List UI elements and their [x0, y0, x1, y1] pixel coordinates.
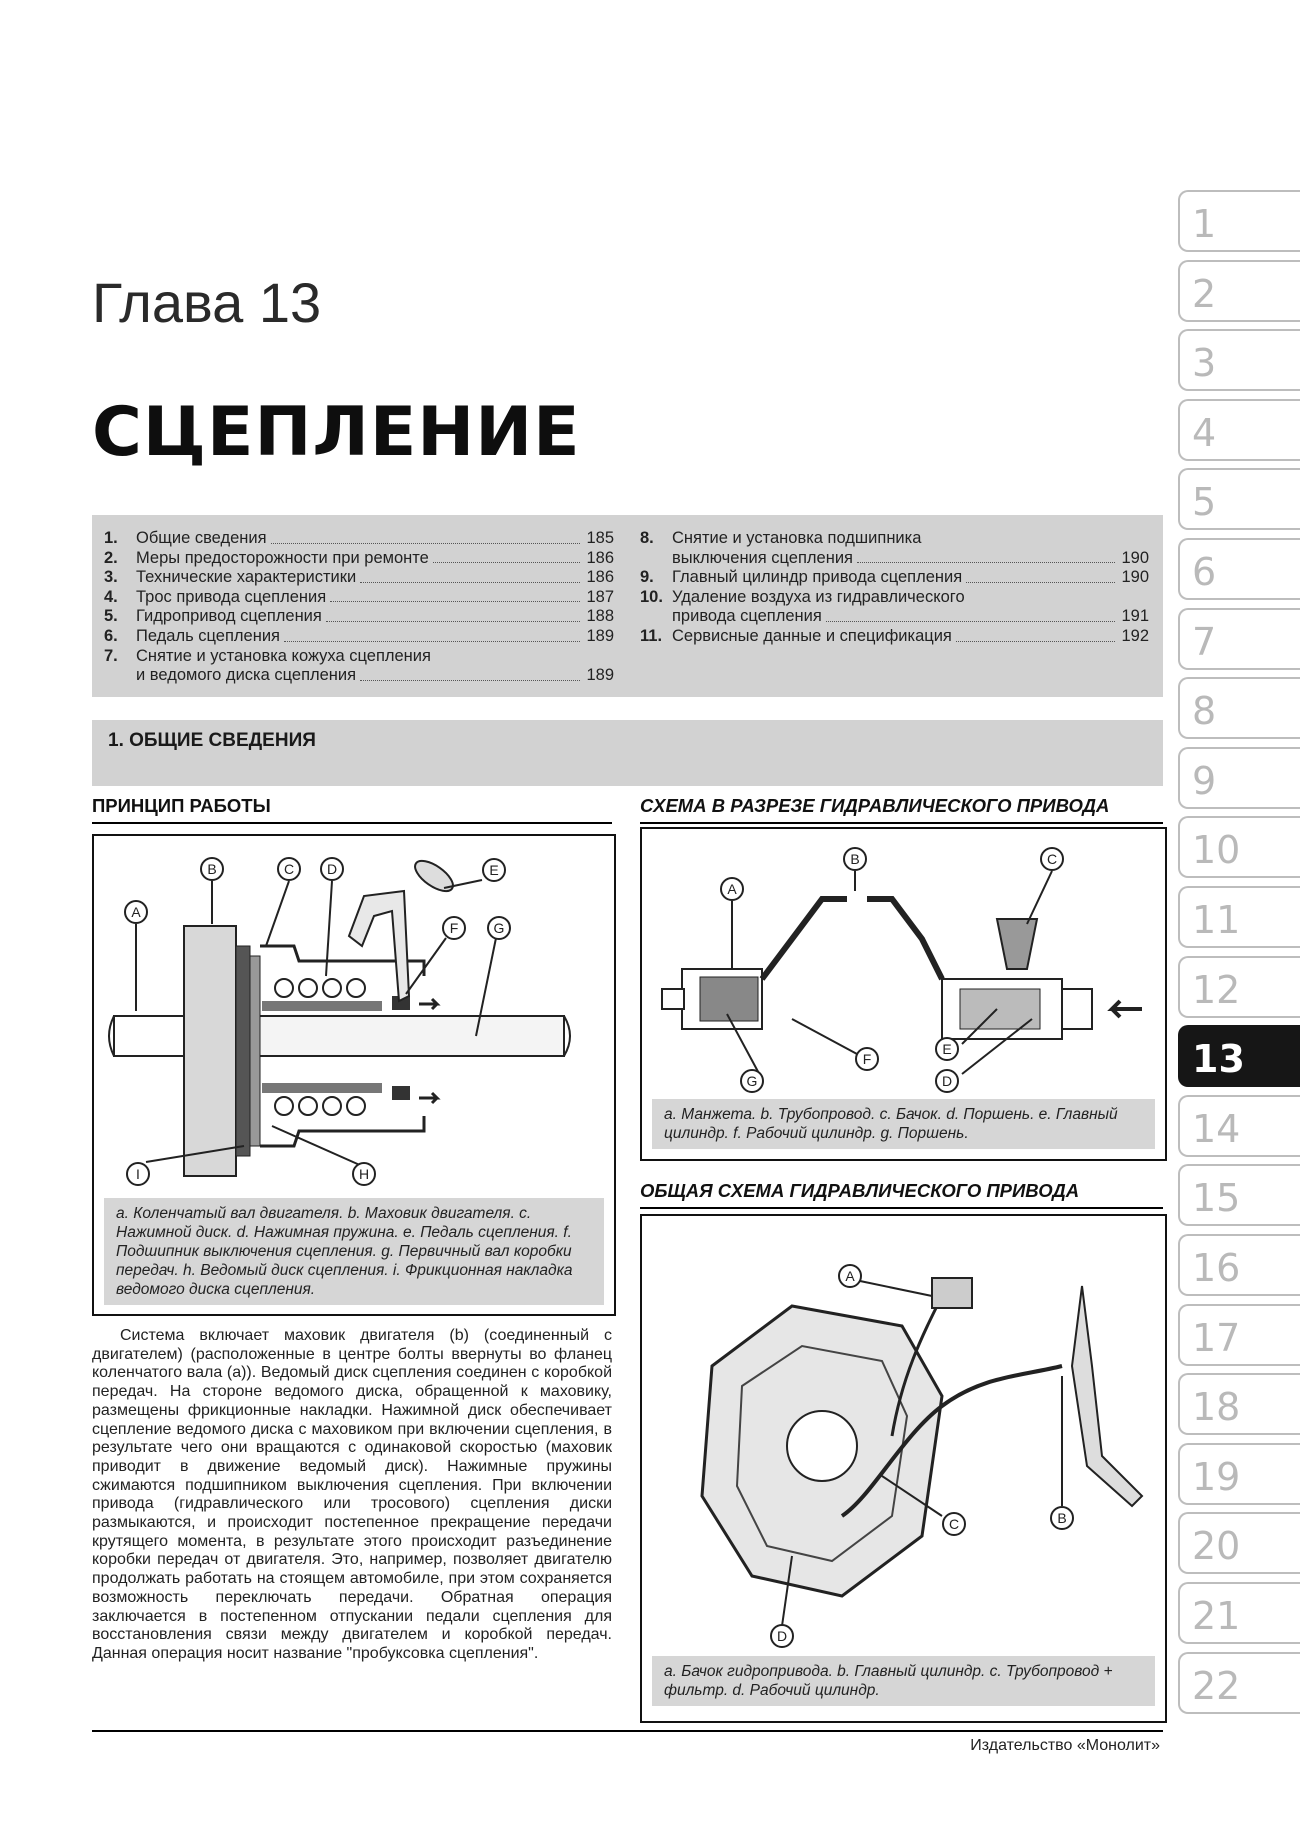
chapter-tab-11[interactable] [1178, 886, 1300, 948]
hydraulic-general-diagram [642, 1216, 1165, 1656]
toc-entry[interactable]: 11. Сервисные данные и спецификация 192 [640, 626, 1149, 645]
chapter-tab-17[interactable] [1178, 1304, 1300, 1366]
principle-label: I [136, 1166, 140, 1182]
section-view-label: E [942, 1041, 952, 1057]
section-view-figure [640, 827, 1167, 1161]
chapter-tab-label: 4 [1192, 410, 1217, 455]
toc-entry[interactable]: 9. Главный цилиндр привода сцепления 190 [640, 568, 1149, 587]
chapter-tab-14[interactable] [1178, 1095, 1300, 1157]
general-label: A [845, 1268, 855, 1284]
chapter-tab-label: 16 [1192, 1246, 1241, 1290]
principle-figure-heading: ПРИНЦИП РАБОТЫ [92, 795, 612, 824]
chapter-tab-label: 5 [1192, 480, 1217, 525]
chapter-tab-label: 8 [1192, 689, 1217, 734]
chapter-tab-10[interactable] [1178, 816, 1300, 878]
hydraulic-section-diagram [642, 829, 1165, 1099]
principle-label: E [489, 862, 499, 878]
toc-entry[interactable]: 2. Меры предосторожности при ремонте 186 [104, 548, 614, 567]
principle-label: H [358, 1166, 370, 1182]
toc-entry[interactable]: 10. Удаление воздуха из гидравлического [640, 587, 965, 606]
chapter-tab-label: 20 [1192, 1524, 1241, 1569]
toc-entry-continued[interactable]: выключения сцепления 190 [672, 548, 1149, 567]
chapter-tab-label: 7 [1192, 619, 1217, 664]
section-heading: 1. ОБЩИЕ СВЕДЕНИЯ [108, 730, 316, 751]
principle-figure [92, 834, 616, 1316]
section-heading-band [92, 720, 1163, 786]
chapter-tab-label: 21 [1192, 1594, 1241, 1638]
toc-entry[interactable]: 5. Гидропривод сцепления 188 [104, 607, 614, 626]
chapter-tab-7[interactable] [1178, 608, 1300, 670]
chapter-tab-label: 11 [1192, 898, 1241, 942]
chapter-tab-label: 14 [1192, 1106, 1241, 1151]
chapter-tab-1[interactable] [1178, 190, 1300, 252]
section-view-label: B [850, 851, 860, 867]
chapter-tab-15[interactable] [1178, 1164, 1300, 1226]
chapter-tab-label: 6 [1192, 550, 1217, 594]
toc-entry-continued[interactable]: и ведомого диска сцепления 189 [136, 666, 614, 685]
publisher: Издательство «Монолит» [970, 1737, 1160, 1754]
principle-label: D [326, 861, 338, 877]
section-view-heading: СХЕМА В РАЗРЕЗЕ ГИДРАВЛИЧЕСКОГО ПРИВОДА [640, 795, 1163, 824]
chapter-tab-label: 2 [1192, 271, 1217, 316]
chapter-tab-9[interactable] [1178, 747, 1300, 809]
toc-entry[interactable]: 7. Снятие и установка кожуха сцепления [104, 646, 431, 665]
toc-entry[interactable]: 1. Общие сведения 185 [104, 529, 614, 547]
toc-entry-continued[interactable]: привода сцепления 191 [672, 607, 1149, 626]
section-view-label: F [862, 1051, 872, 1067]
chapter-tab-20[interactable] [1178, 1512, 1300, 1574]
section-view-label: A [727, 881, 737, 897]
clutch-principle-diagram [94, 836, 614, 1198]
chapter-tab-4[interactable] [1178, 399, 1300, 461]
chapter-tab-18[interactable] [1178, 1373, 1300, 1435]
chapter-tab-3[interactable] [1178, 329, 1300, 391]
principle-label: C [283, 861, 295, 877]
chapter-tab-label: 9 [1192, 758, 1217, 803]
chapter-tab-label: 12 [1192, 967, 1241, 1012]
principle-label: A [131, 904, 141, 920]
chapter-tab-label: 18 [1192, 1385, 1241, 1430]
chapter-tab-label: 22 [1192, 1663, 1241, 1708]
chapter-tab-12[interactable] [1178, 956, 1300, 1018]
principle-label: G [493, 920, 505, 936]
chapter-tab-19[interactable] [1178, 1443, 1300, 1505]
toc-left-column [104, 529, 614, 686]
footer-rule [92, 1730, 1163, 1732]
general-label: C [948, 1516, 960, 1532]
toc-entry[interactable]: 3. Технические характеристики 186 [104, 568, 614, 587]
chapter-tab-label: 15 [1192, 1176, 1241, 1221]
chapter-tab-2[interactable] [1178, 260, 1300, 322]
chapter-tab-label: 19 [1192, 1454, 1241, 1499]
chapter-tab-6[interactable] [1178, 538, 1300, 600]
section-view-label: G [746, 1073, 758, 1089]
toc-entry[interactable]: 8. Снятие и установка подшипника [640, 529, 922, 547]
chapter-tab-label: 13 [1192, 1037, 1245, 1082]
chapter-tab-22[interactable] [1178, 1652, 1300, 1714]
chapter-tab-21[interactable] [1178, 1582, 1300, 1644]
section-view-label: C [1046, 851, 1058, 867]
chapter-label: Глава 13 [92, 271, 322, 334]
section-view-caption: a. Манжета. b. Трубопровод. c. Бачок. d. Поршень. e. Главный цилиндр. f. Рабочий цилиндр. g. Поршень. [652, 1099, 1155, 1149]
chapter-tab-5[interactable] [1178, 468, 1300, 530]
general-label: D [776, 1628, 788, 1644]
general-scheme-figure [640, 1214, 1167, 1723]
principle-label: B [207, 861, 217, 877]
chapter-tab-16[interactable] [1178, 1234, 1300, 1296]
chapter-tab-label: 10 [1192, 828, 1241, 873]
principle-figure-caption: a. Коленчатый вал двигателя. b. Маховик двигателя. c. Нажимной диск. d. Нажимная пружина. e. Педаль сцепления. f. Подшипник выключения сцепления. g. Первичный вал коробки передач. h. Ведомый диск сцепления. i. Фрикционная накладка ведомого диска сцепления. [104, 1198, 604, 1305]
chapter-title: СЦЕПЛЕНИЕ [92, 393, 581, 472]
toc-right-column [640, 529, 1149, 647]
chapter-tab-8[interactable] [1178, 677, 1300, 739]
table-of-contents [92, 515, 1163, 697]
general-scheme-heading: ОБЩАЯ СХЕМА ГИДРАВЛИЧЕСКОГО ПРИВОДА [640, 1180, 1163, 1209]
principle-label: F [449, 920, 459, 936]
chapter-tab-label: 17 [1192, 1315, 1241, 1360]
toc-entry[interactable]: 6. Педаль сцепления 189 [104, 626, 614, 645]
general-scheme-caption: a. Бачок гидропривода. b. Главный цилиндр. c. Трубопровод + фильтр. d. Рабочий цилиндр. [652, 1656, 1155, 1706]
section-view-label: D [941, 1073, 953, 1089]
chapter-tab-label: 3 [1192, 341, 1217, 386]
chapter-tab-13[interactable] [1178, 1025, 1300, 1087]
general-label: B [1057, 1510, 1067, 1526]
body-text: Система включает маховик двигателя (b) (соединенный с двигателем) (расположенные в центре болты ввернуты во фланец коленчатого вала (a)). Ведомый диск сцепления соединен с коробкой передач. На стороне ведомого диска, обращенной к маховику, размещены фрикционные накладки. Нажимной диск обеспечивает сцепление ведомого диска с маховиком при включении сцепления, в результате чего они вращаются с одинаковой скоростью (маховик приводит в движение ведомый диск). Нажимные пружины сжимаются подшипником выключения сцепления. При включении привода (гидравлического или тросового) сцепления диски размыкаются, и происходит постепенное прекращение передачи крутящего момента, в результате этого происходит разъединение коробки передач от двигателя. Это, например, позволяет двигателю продолжать работать на стоящем автомобиле, при этом сохраняется возможность переключать передачи. Обратная операция заключается в постепенном отпускании педали сцепления для восстановления связи между двигателем и коробкой передач. Данная операция носит название "пробуксовка сцепления". [92, 1327, 612, 1662]
chapter-tab-label: 1 [1192, 202, 1217, 246]
toc-entry[interactable]: 4. Трос привода сцепления 187 [104, 587, 614, 606]
